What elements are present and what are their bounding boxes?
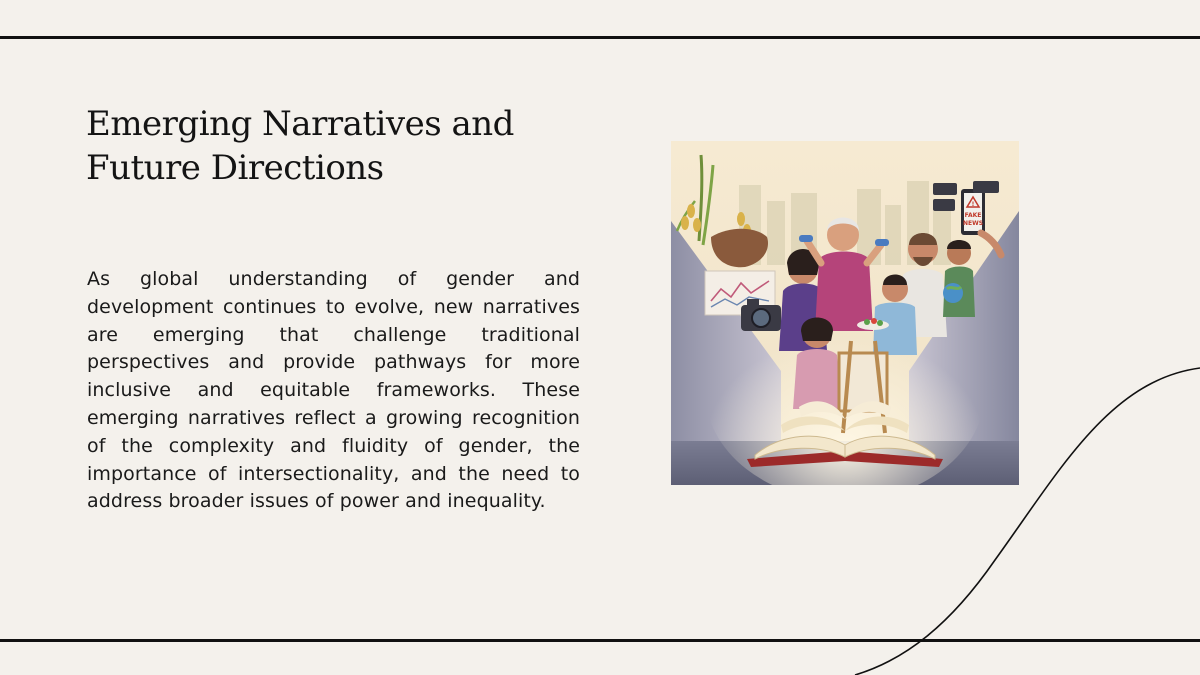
slide-title [86, 102, 606, 190]
body-paragraph: As global understanding of gender and development continues to evolve, new narratives are emerging that challenge traditional perspectives and provide pathways for more inclusive and equitable frameworks. These emerging narratives reflect a growing recognition of the complexity and fluidity of gender, the importance of intersectionality, and the need to address broader issues of power and inequality. [87, 268, 580, 513]
figure-boy-globe [943, 240, 975, 317]
title-line-1: Emerging Narratives and [86, 104, 514, 144]
fake-news-label-2: NEWS [962, 220, 984, 227]
bottom-divider [0, 639, 1200, 642]
fake-news-label-1: FAKE [964, 212, 982, 219]
illustration-image [671, 141, 1019, 485]
top-divider [0, 36, 1200, 39]
title-line-2: Future Directions [86, 148, 384, 188]
svg-text:!: ! [971, 201, 975, 208]
illustration-art [671, 141, 1019, 485]
